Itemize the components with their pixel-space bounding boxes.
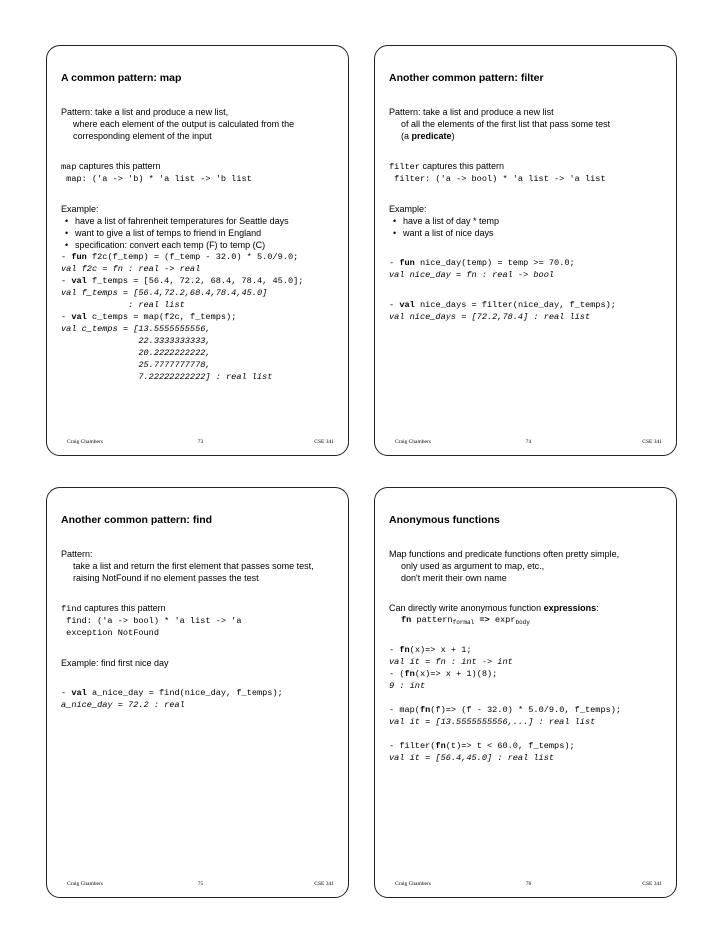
footer-page-number: 73 — [197, 439, 204, 445]
footer-author: Craig Chambers — [67, 439, 103, 445]
intro-line: don't merit their own name — [401, 573, 507, 583]
code-input: - fun nice_day(temp) = temp >= 70.0; — [389, 258, 575, 268]
code-output: val f2c = fn : real -> real — [61, 264, 201, 274]
function-keyword: map — [61, 162, 77, 172]
code-input: - map(fn(f)=> (f - 32.0) * 5.0/9.0, f_temps); — [389, 705, 622, 715]
captures-text: captures this pattern — [76, 161, 161, 171]
intro-line: only used as argument to map, etc., — [401, 561, 545, 571]
code-keyword: fn — [404, 669, 415, 679]
footer-course: CSE 341 — [314, 881, 334, 887]
slide-body — [389, 106, 668, 323]
bullet-item: • want a list of nice days — [389, 227, 668, 239]
example-label: Example: — [389, 204, 427, 214]
footer-course: CSE 341 — [642, 439, 662, 445]
predicate-term: predicate — [411, 131, 452, 141]
code-keyword: fn — [399, 645, 410, 655]
code-input: - val a_nice_day = find(nice_day, f_temps); — [61, 688, 283, 698]
pattern-line: corresponding element of the input — [73, 131, 212, 141]
bullet-item: • want to give a list of temps to friend in England — [61, 227, 340, 239]
code-output: val it = [56.4,45.0] : real list — [389, 753, 555, 763]
code-output: a_nice_day = 72.2 : real — [61, 700, 185, 710]
code-output: 7.22222222222] : real list — [61, 372, 273, 382]
pattern-line: take a list and return the first element that passes some test, — [73, 561, 314, 571]
fn-syntax: fn pattern$_{formal}$ => expr$_{body}$ — [401, 615, 530, 626]
code-output: val nice_day = fn : real -> bool — [389, 270, 555, 280]
pattern-line: raising NotFound if no element passes the test — [73, 573, 259, 583]
footer-page-number: 74 — [525, 439, 532, 445]
expression-line: Can directly write anonymous function expressions: — [389, 603, 599, 613]
code-output: val c_temps = [13.5555555556, — [61, 324, 211, 334]
footer-page-number: 75 — [197, 881, 204, 887]
code-output: val f_temps = [56.4,72.2,68.4,78.4,45.0] — [61, 288, 268, 298]
exception-declaration: exception NotFound — [61, 628, 159, 638]
code-output: 9 : int — [389, 681, 426, 691]
code-input: - (fn(x)=> x + 1)(8); — [389, 669, 498, 679]
captures-text: captures this pattern — [419, 161, 504, 171]
code-keyword: val — [71, 276, 87, 286]
pattern-line: of all the elements of the first list that pass some test — [401, 119, 611, 129]
bullet-item: • specification: convert each temp (F) to temp (C) — [61, 239, 340, 251]
code-keyword: fn — [401, 615, 412, 625]
function-keyword: filter — [389, 162, 420, 172]
code-output: val it = [13.5555555556,...] : real list — [389, 717, 596, 727]
pattern-line: Pattern: take a list and produce a new list, — [61, 107, 229, 117]
function-keyword: find — [61, 604, 82, 614]
slide-body — [61, 106, 340, 383]
slide-title: Another common pattern: filter — [389, 72, 544, 84]
slide-map — [46, 45, 349, 456]
code-output: 25.7777777778, — [61, 360, 211, 370]
footer-author: Craig Chambers — [67, 881, 103, 887]
slide-title: A common pattern: map — [61, 72, 182, 84]
code-output: 22.3333333333, — [61, 336, 211, 346]
captures-line — [61, 602, 340, 615]
type-signature: filter: ('a -> bool) * 'a list -> 'a list — [389, 174, 606, 184]
pattern-label: Pattern: — [61, 549, 93, 559]
captures-text: captures this pattern — [81, 603, 166, 613]
code-keyword: val — [71, 688, 87, 698]
pattern-line: where each element of the output is calculated from the — [73, 119, 295, 129]
footer-page-number: 76 — [525, 881, 532, 887]
code-keyword: val — [399, 300, 415, 310]
slide-filter — [374, 45, 677, 456]
slide-title: Anonymous functions — [389, 514, 500, 526]
pattern-line: Pattern: take a list and produce a new list — [389, 107, 554, 117]
footer-course: CSE 341 — [642, 881, 662, 887]
footer-course: CSE 341 — [314, 439, 334, 445]
code-output: val it = fn : int -> int — [389, 657, 513, 667]
intro-line: Map functions and predicate functions often pretty simple, — [389, 549, 620, 559]
code-keyword: fn — [435, 741, 446, 751]
code-input: - val f_temps = [56.4, 72.2, 68.4, 78.4, 45.0]; — [61, 276, 304, 286]
expressions-term: expressions — [543, 603, 597, 613]
slide-title: Another common pattern: find — [61, 514, 213, 526]
slide-body — [389, 548, 668, 764]
code-input: - val nice_days = filter(nice_day, f_temps); — [389, 300, 616, 310]
bullet-item: • have a list of day * temp — [389, 215, 668, 227]
code-output: 20.2222222222, — [61, 348, 211, 358]
slide-body — [61, 548, 340, 711]
footer-author: Craig Chambers — [395, 439, 431, 445]
pattern-line: (a predicate) — [401, 131, 455, 141]
code-keyword: fn — [419, 705, 431, 715]
code-output: val nice_days = [72.2,78.4] : real list — [389, 312, 591, 322]
type-signature: map: ('a -> 'b) * 'a list -> 'b list — [61, 174, 252, 184]
code-input: - filter(fn(t)=> t < 60.0, f_temps); — [389, 741, 575, 751]
captures-line — [389, 160, 668, 173]
type-signature: find: ('a -> bool) * 'a list -> 'a — [61, 616, 242, 626]
bullet-item: • have a list of fahrenheit temperatures for Seattle days — [61, 215, 340, 227]
slide-find — [46, 487, 349, 898]
code-input: - val c_temps = map(f2c, f_temps); — [61, 312, 237, 322]
code-input: - fun f2c(f_temp) = (f_temp - 32.0) * 5.0/9.0; — [61, 252, 299, 262]
code-keyword: fun — [399, 258, 415, 268]
slide-anonymous-functions — [374, 487, 677, 898]
example-label: Example: — [61, 204, 99, 214]
footer-author: Craig Chambers — [395, 881, 431, 887]
example-label: Example: find first nice day — [61, 658, 169, 668]
code-keyword: val — [71, 312, 87, 322]
captures-line — [61, 160, 340, 173]
code-input: - fn(x)=> x + 1; — [389, 645, 472, 655]
code-output: : real list — [61, 300, 185, 310]
code-keyword: fun — [71, 252, 87, 262]
